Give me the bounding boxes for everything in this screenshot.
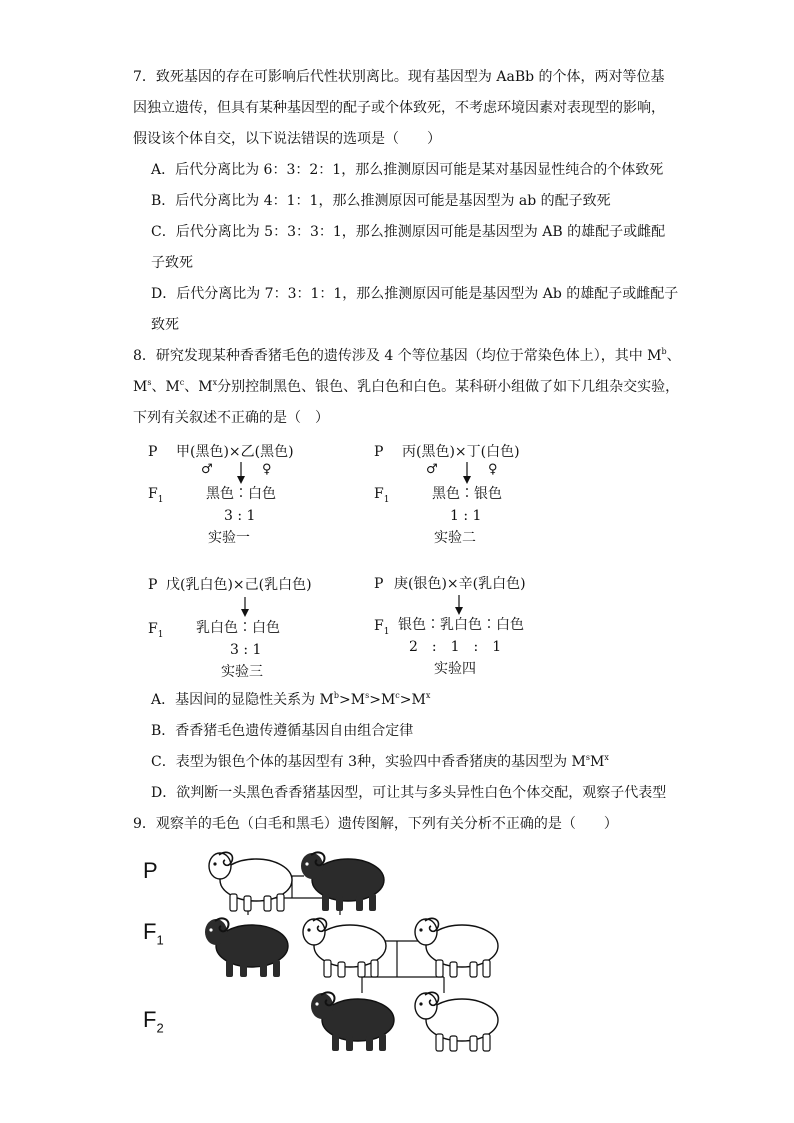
exp1-phenotypes: 黑色∶白色	[206, 486, 276, 502]
exp2-male-symbol: ♂	[426, 462, 438, 477]
q8-option-c: C．表型为银色个体的基因型有 3种，实验四中香香猪庚的基因型为 $M^sM^x$	[151, 753, 609, 770]
q7-stem-line1: 7．致死基因的存在可影响后代性状別离比。现有基因型为 AaBb 的个体，两对等位基	[133, 69, 665, 85]
f2-white-sheep	[415, 992, 498, 1051]
q8-option-d: D．欲判断一头黑色香香猪基因型，可让其与多头异性白色个体交配，观察子代表型	[151, 785, 667, 801]
q7-option-d-cont: 致死	[151, 317, 179, 333]
exp3-p-label: P	[148, 577, 158, 593]
exp2-p-label: P	[374, 444, 384, 460]
gen-label-f2: $F_2$	[143, 1007, 164, 1036]
exp3-ratio: 3 : 1	[230, 642, 262, 658]
exp4-f1-label: $F_1$	[374, 618, 390, 637]
p-black-sheep	[301, 852, 384, 911]
exp3-phenotypes: 乳白色∶白色	[196, 620, 280, 636]
f1-white-sheep	[303, 918, 386, 977]
q8-stem-line2: $M^s$、$M^c$、$M^x$分别控制黑色、银色、乳白色和白色。某科研小组做了如下几组杂交实验，	[133, 378, 680, 395]
exp4-p-label: P	[374, 576, 384, 592]
exp1-p-label: P	[148, 444, 158, 460]
exp4-phenotypes: 银色∶乳白色∶白色	[398, 617, 524, 633]
gen-label-p: P	[143, 858, 158, 883]
q8-stem-line1: 8．研究发现某种香香猪毛色的遗传涉及 4 个等位基因（均位于常染色体上），其中 $M^b$、	[133, 347, 681, 364]
q7-option-d: D．后代分离比为 7：3：1：1，那么推测原因可能是基因型为 Ab 的雄配子或雌配子	[151, 286, 679, 302]
q8-option-a: A．基因间的显隐性关系为 $M^b>M^s>M^c>M^x$	[151, 691, 431, 708]
gen-label-f1: $F_1$	[143, 919, 164, 948]
exp4-cross: 庚(银色)×辛(乳白色)	[394, 576, 526, 592]
q7-option-a: A．后代分离比为 6：3：2：1，那么推测原因可能是某对基因显性纯合的个体致死	[151, 162, 664, 178]
f1-white-sheep-mate	[415, 918, 498, 977]
q8-stem-line3: 下列有关叙述不正确的是（ ）	[133, 410, 329, 426]
exp1-male-symbol: ♂	[201, 462, 213, 477]
exp1-cross: 甲(黑色)×乙(黑色)	[176, 444, 294, 460]
q7-stem-line3: 假设该个体自交，以下说法错误的选项是（ ）	[133, 131, 441, 147]
exp2-title: 实验二	[434, 530, 476, 546]
p-white-sheep	[209, 852, 292, 911]
exp2-f1-label: $F_1$	[374, 486, 390, 505]
q7-stem-line2: 因独立遗传，但具有某种基因型的配子或个体致死，不考虑环境因素对表现型的影响，	[133, 100, 665, 116]
exp2-ratio: 1 : 1	[450, 508, 482, 524]
exp3-f1-label: $F_1$	[148, 621, 164, 640]
exp2-cross: 丙(黑色)×丁(白色)	[402, 444, 520, 460]
q9-stem: 9．观察羊的毛色（白毛和黑毛）遗传图解，下列有关分析不正确的是（ ）	[133, 816, 618, 832]
q7-option-c-cont: 子致死	[151, 255, 193, 271]
f2-black-sheep	[311, 992, 394, 1051]
exp4-ratio: 2 : 1 : 1	[409, 639, 502, 655]
q8-option-b: B．香香猪毛色遗传遵循基因自由组合定律	[151, 723, 414, 739]
exp3-cross: 戊(乳白色)×己(乳白色)	[166, 577, 312, 593]
exp1-ratio: 3 : 1	[224, 508, 256, 524]
exp1-female-symbol: ♀	[262, 462, 272, 477]
q7-option-b: B．后代分离比为 4：1：1，那么推测原因可能是基因型为 ab 的配子致死	[151, 193, 611, 209]
exp4-title: 实验四	[434, 661, 476, 677]
exp2-female-symbol: ♀	[488, 462, 498, 477]
q7-option-c: C．后代分离比为 5：3：3：1，那么推测原因可能是基因型为 AB 的雄配子或雌配	[151, 224, 666, 240]
f1-black-sheep	[205, 918, 288, 977]
exp1-f1-label: $F_1$	[148, 486, 164, 505]
exp1-title: 实验一	[208, 530, 250, 546]
exp3-title: 实验三	[221, 664, 263, 680]
exp2-phenotypes: 黑色∶银色	[432, 486, 502, 502]
